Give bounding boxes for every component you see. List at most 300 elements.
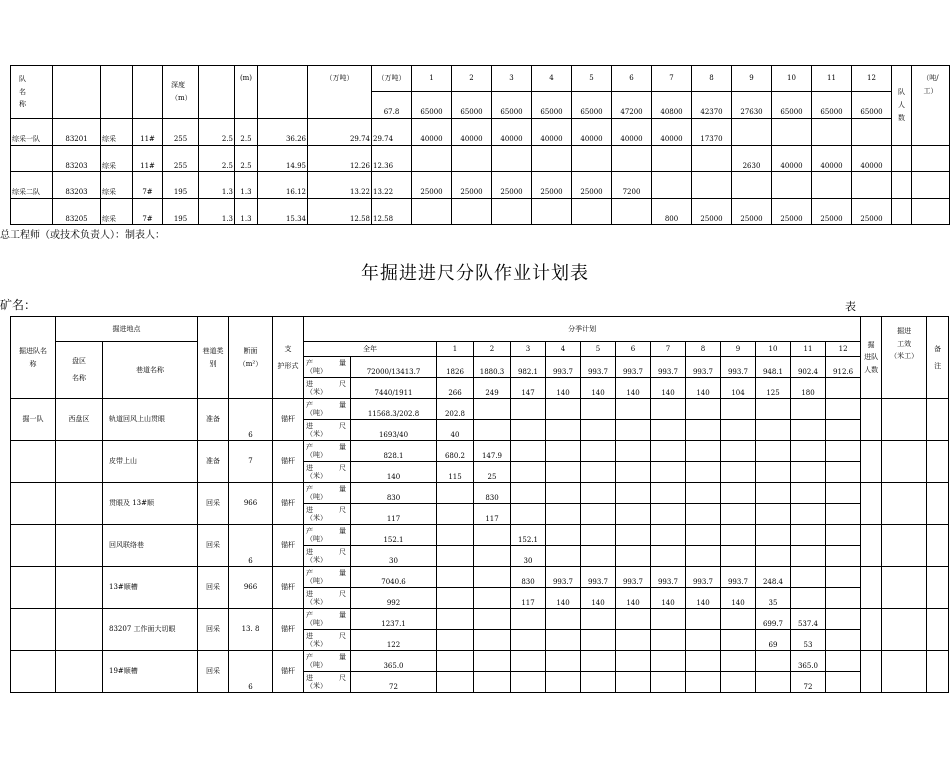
table-row bbox=[11, 119, 950, 146]
total-advance: 140 bbox=[616, 378, 651, 399]
month-value: 40000 bbox=[452, 119, 492, 146]
reserve-cell: 12.26 bbox=[308, 145, 372, 172]
total-output: 993.7 bbox=[721, 357, 756, 378]
type-cell: 回采 bbox=[198, 483, 229, 525]
month-value bbox=[732, 172, 772, 199]
support-cell: 锚杆 bbox=[273, 441, 304, 483]
output-value bbox=[756, 651, 791, 672]
advance-value: 72 bbox=[351, 672, 437, 693]
month-value bbox=[772, 172, 812, 199]
month-header: 12 bbox=[852, 66, 892, 92]
advance-value bbox=[686, 420, 721, 441]
advance-value bbox=[756, 420, 791, 441]
month-value bbox=[572, 198, 612, 225]
advance-value bbox=[437, 630, 474, 651]
advance-value bbox=[437, 546, 474, 567]
total-advance: 140 bbox=[581, 378, 616, 399]
output-value bbox=[511, 483, 546, 504]
location-header: 掘进地点 bbox=[56, 317, 198, 342]
advance-value bbox=[511, 420, 546, 441]
advance-value bbox=[826, 588, 861, 609]
label-char: 尺 bbox=[339, 673, 346, 682]
label-unit: （米） bbox=[306, 556, 327, 564]
month-value: 800 bbox=[652, 198, 692, 225]
output-value: 248.4 bbox=[756, 567, 791, 588]
month-value bbox=[692, 145, 732, 172]
output-value bbox=[686, 483, 721, 504]
table-cell bbox=[892, 172, 912, 199]
month-value bbox=[652, 145, 692, 172]
output-value: 993.7 bbox=[721, 567, 756, 588]
month-value bbox=[852, 119, 892, 146]
label-unit: （米） bbox=[306, 640, 327, 648]
month-header: 11 bbox=[791, 342, 826, 357]
team-header: 队 名 称 bbox=[11, 66, 53, 119]
type-cell: 准备 bbox=[198, 399, 229, 441]
table-cell bbox=[258, 66, 308, 119]
total-cell: 65000 bbox=[812, 91, 852, 119]
team-cell bbox=[11, 198, 53, 225]
output-value bbox=[756, 399, 791, 420]
roadway-cell: 贯眼及 13#顺 bbox=[103, 483, 198, 525]
advance-value: 53 bbox=[791, 630, 826, 651]
label-unit: （吨） bbox=[306, 577, 327, 585]
total-cell: 65000 bbox=[452, 91, 492, 119]
month-header: 3 bbox=[511, 342, 546, 357]
total-cell: 27630 bbox=[732, 91, 772, 119]
output-value: 11568.3/202.8 bbox=[351, 399, 437, 420]
output-value bbox=[581, 483, 616, 504]
advance-value bbox=[616, 546, 651, 567]
output-label bbox=[304, 483, 351, 504]
remark-header: 备 注 bbox=[927, 317, 949, 399]
type-cell: 回采 bbox=[198, 609, 229, 651]
advance-value bbox=[651, 630, 686, 651]
team-cell bbox=[11, 651, 56, 693]
roadway-cell: 19#顺槽 bbox=[103, 651, 198, 693]
month-header: 8 bbox=[686, 342, 721, 357]
output-value bbox=[791, 525, 826, 546]
face-cell: 83203 bbox=[53, 145, 101, 172]
table-cell bbox=[927, 399, 949, 441]
output-value bbox=[756, 483, 791, 504]
depth-cell: 195 bbox=[163, 172, 199, 199]
output-value bbox=[546, 441, 581, 462]
table-cell bbox=[861, 525, 882, 567]
table-row bbox=[11, 525, 949, 546]
month-value: 2630 bbox=[732, 145, 772, 172]
section-cell: 966 bbox=[229, 483, 273, 525]
month-value: 17370 bbox=[692, 119, 732, 146]
area-header: 盘区 名称 bbox=[56, 342, 103, 399]
height-cell: 2.5 bbox=[235, 145, 258, 172]
advance-value: 25 bbox=[474, 462, 511, 483]
label-char: 尺 bbox=[339, 631, 346, 640]
advance-value bbox=[546, 420, 581, 441]
output-value bbox=[651, 441, 686, 462]
month-value: 25000 bbox=[532, 172, 572, 199]
total-cell: 65000 bbox=[532, 91, 572, 119]
output-value bbox=[791, 567, 826, 588]
advance-value bbox=[791, 588, 826, 609]
output-value bbox=[826, 651, 861, 672]
month-value: 25000 bbox=[412, 172, 452, 199]
advance-value bbox=[686, 630, 721, 651]
output-value bbox=[437, 483, 474, 504]
label-char: 尺 bbox=[339, 547, 346, 556]
month-header: 7 bbox=[651, 342, 686, 357]
total-cell: 65000 bbox=[852, 91, 892, 119]
label-char: 尺 bbox=[339, 421, 346, 430]
advance-value: 117 bbox=[474, 504, 511, 525]
advance-label bbox=[304, 546, 351, 567]
method-cell: 综采 bbox=[101, 198, 133, 225]
area-cell bbox=[56, 609, 103, 651]
label-unit: （米） bbox=[306, 388, 327, 396]
roadway-header: 巷道名称 bbox=[103, 342, 198, 399]
roadway-cell: 皮带上山 bbox=[103, 441, 198, 483]
month-header: 7 bbox=[652, 66, 692, 92]
label-char: 进 bbox=[306, 463, 313, 472]
team-cell: 综采二队 bbox=[11, 172, 53, 199]
output-value bbox=[686, 609, 721, 630]
output-value bbox=[474, 609, 511, 630]
month-value: 25000 bbox=[812, 198, 852, 225]
month-value bbox=[692, 172, 732, 199]
table-row bbox=[11, 483, 949, 504]
area-cell: 西盘区 bbox=[56, 399, 103, 441]
output-value bbox=[826, 441, 861, 462]
label-char: 进 bbox=[306, 379, 313, 388]
output-value: 993.7 bbox=[581, 567, 616, 588]
output-value bbox=[511, 609, 546, 630]
output-value bbox=[826, 567, 861, 588]
advance-value bbox=[511, 504, 546, 525]
month-header: 2 bbox=[474, 342, 511, 357]
table-row bbox=[11, 198, 950, 225]
advance-value bbox=[546, 504, 581, 525]
month-value: 40000 bbox=[772, 145, 812, 172]
method-cell: 综采 bbox=[101, 172, 133, 199]
month-value bbox=[492, 198, 532, 225]
table-cell bbox=[927, 609, 949, 651]
seam-cell: 11# bbox=[133, 145, 163, 172]
advance-label bbox=[304, 588, 351, 609]
method-cell: 综采 bbox=[101, 145, 133, 172]
table-cell bbox=[882, 441, 927, 483]
label-char: 量 bbox=[339, 358, 346, 367]
team-header: 掘进队名 称 bbox=[11, 317, 56, 399]
month-header: 10 bbox=[772, 66, 812, 92]
month-header: 1 bbox=[412, 66, 452, 92]
advance-value: 115 bbox=[437, 462, 474, 483]
table-cell bbox=[912, 172, 950, 199]
section-header: 断面 （m²） bbox=[229, 317, 273, 399]
output-value: 830 bbox=[351, 483, 437, 504]
advance-value bbox=[721, 672, 756, 693]
team-count-header: 掘 进队 人数 bbox=[861, 317, 882, 399]
label-char: 尺 bbox=[339, 589, 346, 598]
total-cell: 65000 bbox=[412, 91, 452, 119]
output-value bbox=[511, 441, 546, 462]
area-cell bbox=[56, 651, 103, 693]
label-char: 量 bbox=[339, 400, 346, 409]
total-advance: 147 bbox=[511, 378, 546, 399]
total-output: 993.7 bbox=[616, 357, 651, 378]
label-unit: （米） bbox=[306, 682, 327, 690]
label-char: 产 bbox=[306, 442, 313, 451]
label-unit: （吨） bbox=[306, 451, 327, 459]
table-row bbox=[11, 172, 950, 199]
month-value bbox=[492, 145, 532, 172]
reserve-cell: 29.74 bbox=[308, 119, 372, 146]
output-value bbox=[581, 651, 616, 672]
advance-value bbox=[546, 462, 581, 483]
advance-label bbox=[304, 504, 351, 525]
support-cell: 锚杆 bbox=[273, 483, 304, 525]
total-output: 1826 bbox=[437, 357, 474, 378]
depth-header: 深度 （m） bbox=[163, 66, 199, 119]
label-char: 尺 bbox=[339, 379, 346, 388]
face-cell: 83201 bbox=[53, 119, 101, 146]
wan-ton-header: （万吨） bbox=[308, 66, 372, 119]
output-value bbox=[616, 609, 651, 630]
team-cell bbox=[11, 145, 53, 172]
team-cell bbox=[11, 567, 56, 609]
advance-label bbox=[304, 420, 351, 441]
month-header: 3 bbox=[492, 66, 532, 92]
total-advance: 249 bbox=[474, 378, 511, 399]
month-header: 6 bbox=[616, 342, 651, 357]
table-cell bbox=[927, 567, 949, 609]
total-cell: 42370 bbox=[692, 91, 732, 119]
support-cell: 锚杆 bbox=[273, 609, 304, 651]
total-output: 72000/13413.7 bbox=[351, 357, 437, 378]
reserve-cell: 16.12 bbox=[258, 172, 308, 199]
month-value bbox=[772, 119, 812, 146]
depth-cell: 255 bbox=[163, 145, 199, 172]
output-value: 537.4 bbox=[791, 609, 826, 630]
area-cell bbox=[56, 525, 103, 567]
output-value bbox=[721, 525, 756, 546]
label-char: 产 bbox=[306, 484, 313, 493]
month-value bbox=[412, 198, 452, 225]
label-char: 进 bbox=[306, 589, 313, 598]
team-cell bbox=[11, 441, 56, 483]
output-value bbox=[686, 651, 721, 672]
depth-cell: 195 bbox=[163, 198, 199, 225]
advance-value bbox=[826, 462, 861, 483]
output-value: 7040.6 bbox=[351, 567, 437, 588]
output-value: 147.9 bbox=[474, 441, 511, 462]
table-cell bbox=[861, 441, 882, 483]
output-value bbox=[474, 651, 511, 672]
month-header: 9 bbox=[732, 66, 772, 92]
month-value bbox=[852, 172, 892, 199]
output-value bbox=[616, 525, 651, 546]
month-value: 40000 bbox=[612, 119, 652, 146]
output-value: 830 bbox=[474, 483, 511, 504]
advance-value bbox=[616, 672, 651, 693]
type-cell: 准备 bbox=[198, 441, 229, 483]
output-value bbox=[721, 441, 756, 462]
seam-cell: 7# bbox=[133, 198, 163, 225]
total-advance bbox=[826, 378, 861, 399]
label-char: 产 bbox=[306, 652, 313, 661]
table-row bbox=[11, 567, 949, 588]
output-value bbox=[616, 399, 651, 420]
table-row bbox=[11, 651, 949, 672]
table-cell bbox=[927, 525, 949, 567]
month-value: 40000 bbox=[532, 119, 572, 146]
height-cell: 2.5 bbox=[235, 119, 258, 146]
output-value bbox=[721, 483, 756, 504]
height-cell: 2.5 bbox=[199, 119, 235, 146]
advance-value: 140 bbox=[616, 588, 651, 609]
section-cell: 6 bbox=[229, 525, 273, 567]
output-value bbox=[581, 525, 616, 546]
output-value bbox=[826, 483, 861, 504]
advance-value: 72 bbox=[791, 672, 826, 693]
output-value bbox=[651, 483, 686, 504]
advance-value bbox=[721, 462, 756, 483]
total-output: 993.7 bbox=[546, 357, 581, 378]
advance-value bbox=[616, 504, 651, 525]
month-value: 25000 bbox=[732, 198, 772, 225]
month-value: 40000 bbox=[492, 119, 532, 146]
total-output: 1880.3 bbox=[474, 357, 511, 378]
section-cell: 13. 8 bbox=[229, 609, 273, 651]
total-cell: 67.8 bbox=[372, 91, 412, 119]
output-value bbox=[511, 399, 546, 420]
output-value bbox=[437, 567, 474, 588]
output-value bbox=[721, 609, 756, 630]
advance-value bbox=[721, 420, 756, 441]
face-cell: 83205 bbox=[53, 198, 101, 225]
month-value bbox=[532, 145, 572, 172]
team-cell bbox=[11, 483, 56, 525]
label-char: 产 bbox=[306, 526, 313, 535]
month-value bbox=[572, 145, 612, 172]
month-header: 9 bbox=[721, 342, 756, 357]
roadway-cell: 回风联络巷 bbox=[103, 525, 198, 567]
total-cell: 65000 bbox=[572, 91, 612, 119]
advance-value: 30 bbox=[511, 546, 546, 567]
roadway-cell: 13#顺槽 bbox=[103, 567, 198, 609]
output-value bbox=[581, 399, 616, 420]
month-header: 4 bbox=[546, 342, 581, 357]
label-char: 量 bbox=[339, 652, 346, 661]
table-cell bbox=[882, 609, 927, 651]
advance-label bbox=[304, 672, 351, 693]
output-value bbox=[546, 483, 581, 504]
plan-cell: 13.22 bbox=[372, 172, 412, 199]
output-value: 830 bbox=[511, 567, 546, 588]
header-row bbox=[11, 342, 949, 357]
output-value: 152.1 bbox=[511, 525, 546, 546]
total-advance: 266 bbox=[437, 378, 474, 399]
month-value: 25000 bbox=[572, 172, 612, 199]
coal-production-table bbox=[10, 65, 950, 225]
output-value bbox=[616, 651, 651, 672]
label-char: 进 bbox=[306, 505, 313, 514]
output-value bbox=[686, 399, 721, 420]
type-cell: 回采 bbox=[198, 651, 229, 693]
roadway-cell: 83207 工作面大切眼 bbox=[103, 609, 198, 651]
total-advance: 125 bbox=[756, 378, 791, 399]
total-cell: 47200 bbox=[612, 91, 652, 119]
face-cell: 83203 bbox=[53, 172, 101, 199]
label-unit: （米） bbox=[306, 472, 327, 480]
height-cell: 1.3 bbox=[199, 172, 235, 199]
output-value bbox=[437, 651, 474, 672]
roadway-cell: 轨道回风上山贯眼 bbox=[103, 399, 198, 441]
total-output: 912.6 bbox=[826, 357, 861, 378]
output-value bbox=[546, 399, 581, 420]
output-value bbox=[651, 609, 686, 630]
output-value bbox=[474, 399, 511, 420]
advance-value bbox=[581, 546, 616, 567]
table-cell bbox=[861, 567, 882, 609]
advance-value bbox=[651, 462, 686, 483]
month-value bbox=[812, 172, 852, 199]
table-cell bbox=[927, 483, 949, 525]
output-value bbox=[756, 525, 791, 546]
table-row bbox=[11, 609, 949, 630]
plan-cell: 12.58 bbox=[372, 198, 412, 225]
output-value bbox=[721, 651, 756, 672]
road-type-header: 巷道类 别 bbox=[198, 317, 229, 399]
table-cell bbox=[912, 145, 950, 172]
output-value bbox=[791, 441, 826, 462]
support-cell: 锚杆 bbox=[273, 651, 304, 693]
advance-value: 117 bbox=[511, 588, 546, 609]
reserve-cell: 36.26 bbox=[258, 119, 308, 146]
advance-value bbox=[511, 630, 546, 651]
advance-value bbox=[826, 672, 861, 693]
advance-value bbox=[546, 630, 581, 651]
header-row bbox=[11, 317, 949, 342]
table-cell bbox=[892, 145, 912, 172]
output-value bbox=[651, 525, 686, 546]
advance-value bbox=[651, 546, 686, 567]
table-row bbox=[11, 441, 949, 462]
output-value: 202.8 bbox=[437, 399, 474, 420]
plan-header: 分季计划 bbox=[304, 317, 861, 342]
month-value: 25000 bbox=[852, 198, 892, 225]
reserve-cell: 12.58 bbox=[308, 198, 372, 225]
area-cell bbox=[56, 483, 103, 525]
advance-value bbox=[651, 420, 686, 441]
month-header: 4 bbox=[532, 66, 572, 92]
output-value bbox=[474, 567, 511, 588]
depth-cell: 255 bbox=[163, 119, 199, 146]
label-char: 尺 bbox=[339, 505, 346, 514]
advance-value bbox=[686, 672, 721, 693]
table-cell bbox=[861, 609, 882, 651]
advance-value bbox=[437, 672, 474, 693]
label-char: 尺 bbox=[339, 463, 346, 472]
table-cell bbox=[892, 198, 912, 225]
label-unit: （米） bbox=[306, 514, 327, 522]
month-value: 25000 bbox=[452, 172, 492, 199]
advance-value bbox=[756, 462, 791, 483]
advance-value bbox=[756, 672, 791, 693]
advance-value bbox=[437, 504, 474, 525]
output-value bbox=[546, 609, 581, 630]
label-char: 进 bbox=[306, 421, 313, 430]
advance-value bbox=[616, 630, 651, 651]
